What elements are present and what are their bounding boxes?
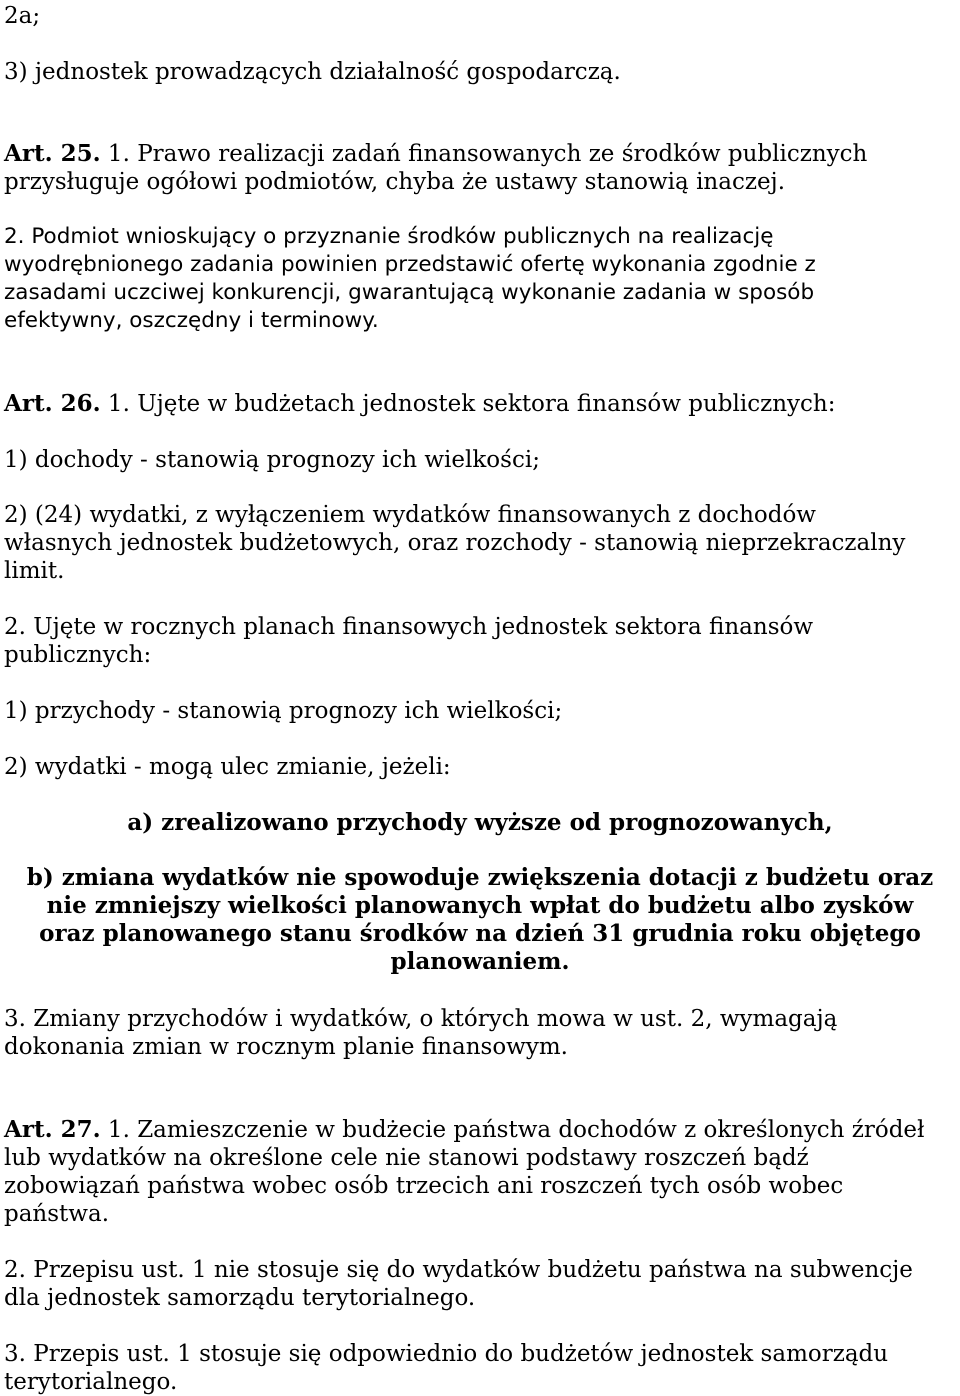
art-27-paragraph-3: 3. Przepis ust. 1 stosuje się odpowiednio do budżetów jednostek samorządu terytorialnego. [4,1341,889,1395]
art-26-item-2: 2) (24) wydatki, z wyłączeniem wydatków finansowanych z dochodów własnych jednostek budżetowych, oraz rozchody - stanowią nieprzekraczalny limit. [4,502,906,584]
art-26-condition-b: b) zmiana wydatków nie spowoduje zwiększenia dotacji z budżetu oraz nie zmniejszy wielkości planowanych wpłat do budżetu albo zysków oraz planowanego stanu środków na dzień 31 grudnia roku objętego planowaniem. [26,864,934,975]
art-25-paragraph-2: 2. Podmiot wnioskujący o przyznanie środków publicznych na realizację wyodrębnionego zadania powinien przedstawić ofertę wykonania zgodnie z zasadami uczciwej konkurencji, gwarantującą wykonanie zadania w sposób efektywny, oszczędny i terminowy. [4,224,816,333]
art-26-condition-a: a) zrealizowano przychody wyższe od prognozowanych, [127,809,833,836]
art-27-paragraph-2: 2. Przepisu ust. 1 nie stosuje się do wydatków budżetu państwa na subwencje dla jednostek samorządu terytorialnego. [4,1257,913,1311]
art-26-item-1: 1) dochody - stanowią prognozy ich wielkości; [4,447,540,473]
art-27-heading: Art. 27. [4,1116,101,1143]
art-26-heading: Art. 26. [4,390,101,417]
art-25-para-1-text: 1. Prawo realizacji zadań finansowanych ze środków publicznych przysługuje ogółowi podmiotów, chyba że ustawy stanowią inaczej. [4,141,868,195]
line-2a: 2a; [4,3,41,29]
art-26-paragraph-1 [4,390,956,418]
art-27-paragraph-1 [4,1116,956,1228]
art-25-heading: Art. 25. [4,140,101,167]
art-26-paragraph-2: 2. Ujęte w rocznych planach finansowych jednostek sektora finansów publicznych: [4,614,814,668]
item-3-economic-entities: 3) jednostek prowadzących działalność gospodarczą. [4,59,621,85]
art-26-paragraph-3: 3. Zmiany przychodów i wydatków, o których mowa w ust. 2, wymagają dokonania zmian w rocznym planie finansowym. [4,1006,838,1060]
art-26-p2-item-1: 1) przychody - stanowią prognozy ich wielkości; [4,698,563,724]
art-26-p2-item-2: 2) wydatki - mogą ulec zmianie, jeżeli: [4,754,451,780]
art-27-para-1-text: 1. Zamieszczenie w budżecie państwa dochodów z określonych źródeł lub wydatków na określone cele nie stanowi podstawy roszczeń bądź zobowiązań państwa wobec osób trzecich ani roszczeń tych osób wobec państwa. [4,1117,925,1227]
art-26-para-1-text: 1. Ujęte w budżetach jednostek sektora finansów publicznych: [100,391,836,417]
art-25-paragraph-1 [4,140,956,196]
